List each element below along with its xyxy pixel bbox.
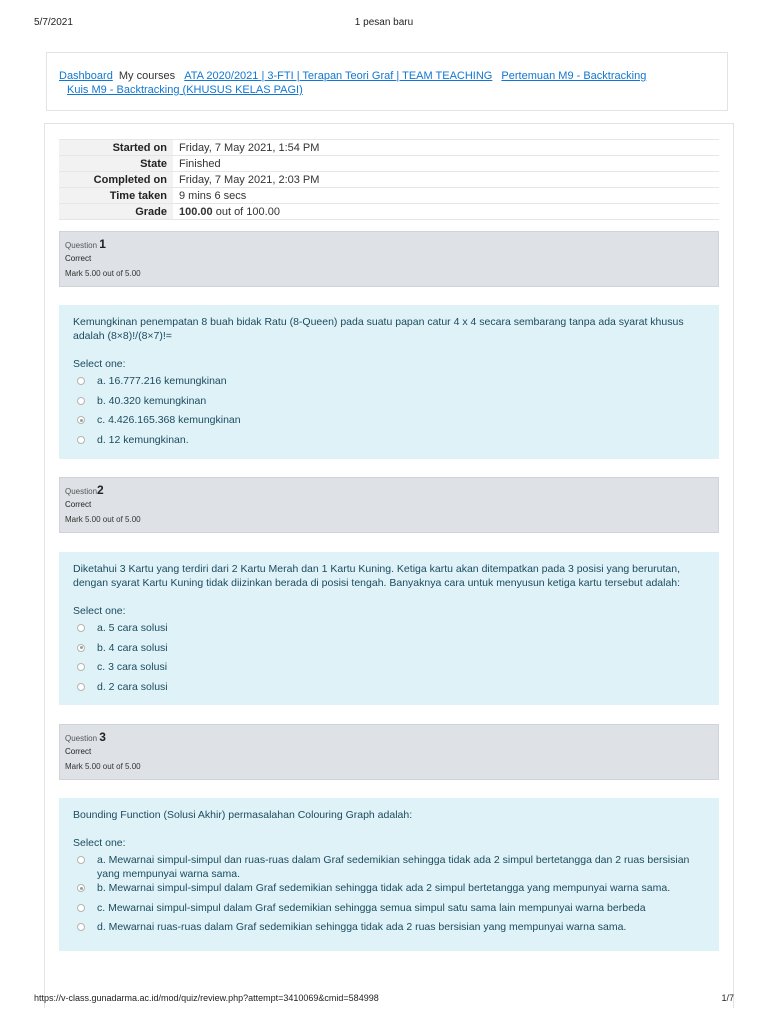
answer-text: a. Mewarnai simpul-simpul dan ruas-ruas dalam Graf sedemikian sehingga tidak ada 2 simpul bertetangga dan 2 ruas bersisian yang mempunyai warna sama. [97, 854, 690, 880]
breadcrumb-section-link[interactable]: Pertemuan M9 - Backtracking [501, 70, 647, 82]
grade-suffix: out of 100.00 [215, 205, 280, 218]
radio-button-selected[interactable] [77, 416, 85, 424]
question-info-3 [59, 724, 719, 780]
breadcrumb-row [59, 83, 715, 97]
question-state: Correct [65, 747, 92, 756]
answer-text: d. 12 kemungkinan. [97, 433, 189, 446]
select-one-label: Select one: [73, 358, 126, 370]
breadcrumb-course-link[interactable]: ATA 2020/2021 | 3-FTI | Terapan Teori Graf | TEAM TEACHING [184, 70, 493, 82]
question-label: Question [65, 487, 98, 496]
answer-text: d. 2 cara solusi [97, 680, 168, 693]
summary-row-completed [59, 172, 719, 188]
question-info-2 [59, 477, 719, 533]
question-state: Correct [65, 500, 92, 509]
answer-text: a. 16.777.216 kemungkinan [97, 375, 227, 387]
answer-option[interactable] [73, 680, 705, 700]
print-footer [34, 993, 734, 1005]
summary-value: 9 mins 6 secs [179, 189, 247, 202]
summary-row-grade [59, 204, 719, 220]
answer-text: a. 5 cara solusi [97, 622, 168, 634]
question-body-3 [59, 798, 719, 951]
answer-text: c. Mewarnai simpul-simpul dalam Graf sedemikian sehingga semua simpul satu sama lain mempunyai warna berbeda [97, 901, 646, 914]
breadcrumb-my-courses: My courses [118, 70, 176, 82]
question-mark: Mark 5.00 out of 5.00 [65, 762, 141, 771]
radio-button[interactable] [77, 377, 85, 385]
question-text: Kemungkinan penempatan 8 buah bidak Ratu (8-Queen) pada suatu papan catur 4 x 4 secara sembarang tanpa ada syarat khusus adalah (8×8)!/(8×7)!= [73, 316, 684, 342]
radio-button[interactable] [77, 904, 85, 912]
summary-label: Completed on [59, 172, 173, 188]
answer-text: b. Mewarnai simpul-simpul dalam Graf sedemikian sehingga tidak ada 2 simpul bertetangga yang mempunyai warna sama. [97, 882, 671, 894]
question-label: Question [65, 734, 98, 743]
answer-option[interactable] [73, 901, 705, 921]
grade-value: 100.00 [179, 205, 213, 218]
question-body-2 [59, 552, 719, 705]
question-body-1 [59, 305, 719, 459]
answer-option[interactable] [73, 413, 705, 433]
attempt-summary-table [59, 139, 719, 220]
breadcrumb [46, 52, 728, 111]
answer-text: d. Mewarnai ruas-ruas dalam Graf sedemikian sehingga tidak ada 2 ruas bersisian yang mempunyai warna sama. [97, 921, 627, 933]
question-info-1 [59, 231, 719, 287]
summary-value: Finished [179, 157, 221, 170]
radio-button-selected[interactable] [77, 884, 85, 892]
answer-option[interactable] [73, 920, 705, 940]
answer-text: b. 4 cara solusi [97, 641, 168, 654]
answer-text: c. 4.426.165.368 kemungkinan [97, 414, 241, 426]
question-state: Correct [65, 254, 92, 263]
radio-button[interactable] [77, 397, 85, 405]
radio-button-selected[interactable] [77, 644, 85, 652]
select-one-label: Select one: [73, 837, 126, 849]
question-text: Bounding Function (Solusi Akhir) permasalahan Colouring Graph adalah: [73, 809, 413, 821]
quiz-review-region [44, 123, 734, 1008]
answer-text: b. 40.320 kemungkinan [97, 394, 207, 407]
page-url: https://v-class.gunadarma.ac.id/mod/quiz/review.php?attempt=3410069&cmid=584998 [34, 993, 379, 1003]
question-label: Question [65, 241, 98, 250]
question-mark: Mark 5.00 out of 5.00 [65, 515, 141, 524]
summary-label: State [59, 156, 173, 172]
summary-value: Friday, 7 May 2021, 2:03 PM [179, 173, 320, 186]
radio-button[interactable] [77, 624, 85, 632]
breadcrumb-quiz-link[interactable]: Kuis M9 - Backtracking (KHUSUS KELAS PAGI) [67, 84, 303, 96]
question-number: 3 [99, 730, 106, 744]
summary-row-time-taken [59, 188, 719, 204]
radio-button[interactable] [77, 436, 85, 444]
summary-value [173, 204, 719, 220]
answer-option[interactable] [73, 660, 705, 680]
answer-text: c. 3 cara solusi [97, 661, 168, 673]
answer-option[interactable] [73, 394, 705, 414]
question-text: Diketahui 3 Kartu yang terdiri dari 2 Kartu Merah dan 1 Kartu Kuning. Ketiga kartu akan ditempatkan pada 3 posisi yang berurutan, dengan syarat Kartu Kuning tidak diizinkan berada di posisi tengah. Banyaknya cara untuk menyusun ketiga kartu tersebut adalah: [73, 563, 681, 589]
select-one-label: Select one: [73, 605, 126, 617]
question-number: 2 [97, 483, 104, 497]
answer-option[interactable] [73, 374, 705, 394]
summary-row-started [59, 140, 719, 156]
answer-option[interactable] [73, 641, 705, 661]
radio-button[interactable] [77, 856, 85, 864]
question-mark: Mark 5.00 out of 5.00 [65, 269, 141, 278]
radio-button[interactable] [77, 683, 85, 691]
breadcrumb-row [59, 69, 715, 83]
answer-option[interactable] [73, 881, 705, 901]
answer-option[interactable] [73, 433, 705, 453]
radio-button[interactable] [77, 663, 85, 671]
answer-option[interactable] [73, 853, 705, 881]
summary-label: Grade [59, 204, 173, 220]
print-date: 5/7/2021 [34, 17, 73, 28]
print-header [34, 17, 734, 31]
page-number: 1/7 [721, 993, 734, 1003]
question-number: 1 [99, 237, 106, 251]
summary-row-state [59, 156, 719, 172]
summary-value: Friday, 7 May 2021, 1:54 PM [179, 141, 320, 154]
breadcrumb-dashboard-link[interactable]: Dashboard [59, 70, 113, 82]
answer-option[interactable] [73, 621, 705, 641]
summary-label: Started on [59, 140, 173, 156]
print-title: 1 pesan baru [354, 17, 414, 28]
radio-button[interactable] [77, 923, 85, 931]
summary-label: Time taken [59, 188, 173, 204]
